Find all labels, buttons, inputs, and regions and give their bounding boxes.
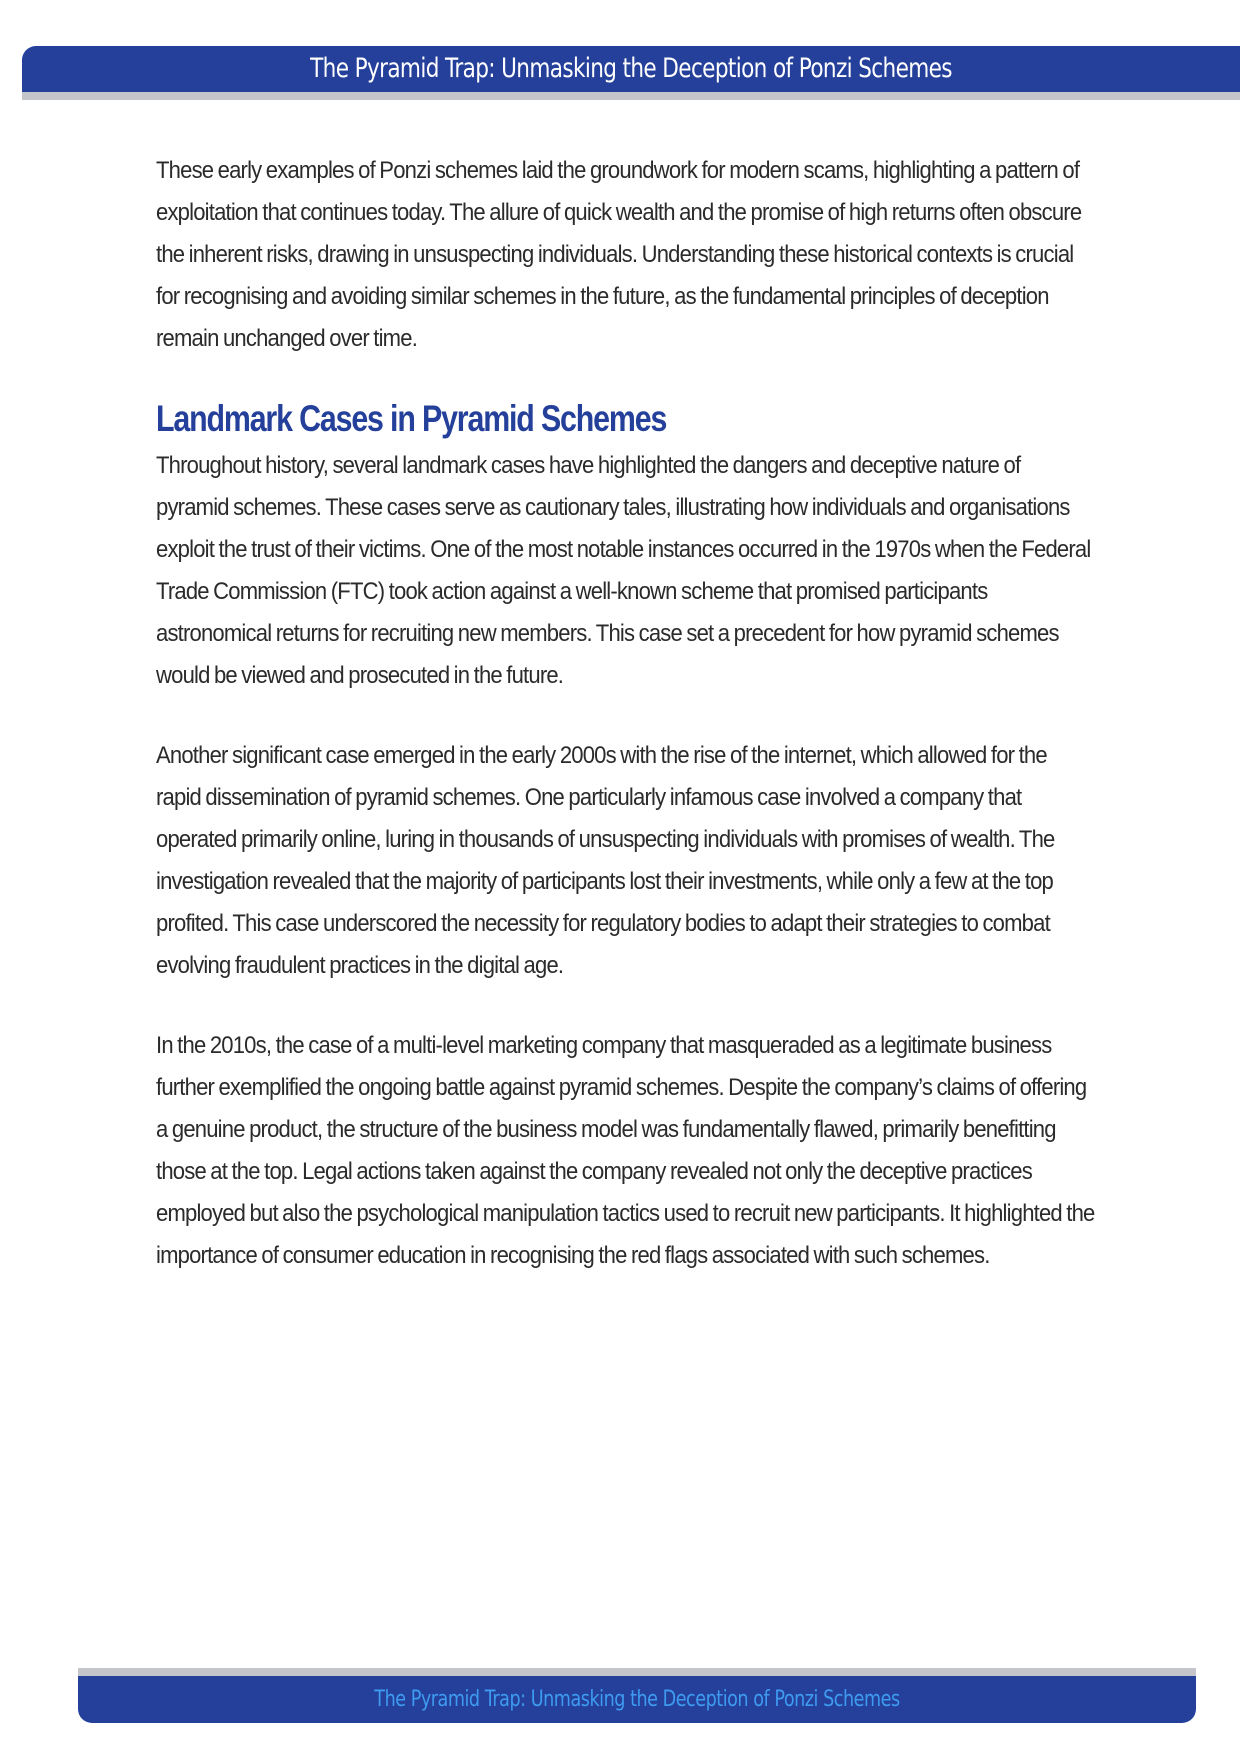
page-header xyxy=(22,46,1240,100)
header-title: The Pyramid Trap: Unmasking the Deception of Ponzi Schemes xyxy=(310,53,952,84)
section-paragraph-1: Throughout history, several landmark cases have highlighted the dangers and deceptive nature of pyramid schemes. These cases serve as cautionary tales, illustrating how individuals and organisations exploit the trust of their victims. One of the most notable instances occurred in the 1970s when the Federal Trade Commission (FTC) took action against a well-known scheme that promised participants astronomical returns for recruiting new members. This case set a precedent for how pyramid schemes would be viewed and prosecuted in the future. xyxy=(156,452,1091,689)
intro-paragraph: These early examples of Ponzi schemes laid the groundwork for modern scams, highlighting a pattern of exploitation that continues today. The allure of quick wealth and the promise of high returns often obscure the inherent risks, drawing in unsuspecting individuals. Understanding these historical contexts is crucial for recognising and avoiding similar schemes in the future, as the fundamental principles of deception remain unchanged over time. xyxy=(156,157,1082,352)
section-heading: Landmark Cases in Pyramid Schemes xyxy=(156,398,667,439)
section-paragraph-2: Another significant case emerged in the early 2000s with the rise of the internet, which allowed for the rapid dissemination of pyramid schemes. One particularly infamous case involved a company that operated primarily online, luring in thousands of unsuspecting individuals with promises of wealth. The investigation revealed that the majority of participants lost their investments, while only a few at the top profited. This case underscored the necessity for regulatory bodies to adapt their strategies to combat evolving fraudulent practices in the digital age. xyxy=(156,742,1055,979)
section-body xyxy=(156,445,1096,1277)
footer-title: The Pyramid Trap: Unmasking the Deception of Ponzi Schemes xyxy=(374,1687,900,1712)
page-content xyxy=(156,150,1096,1277)
page-footer xyxy=(78,1668,1196,1723)
section-paragraph-3: In the 2010s, the case of a multi-level marketing company that masqueraded as a legitimate business further exemplified the ongoing battle against pyramid schemes. Despite the company’s claims of offering a genuine product, the structure of the business model was fundamentally flawed, primarily benefitting those at the top. Legal actions taken against the company revealed not only the deceptive practices employed but also the psychological manipulation tactics used to recruit new participants. It highlighted the importance of consumer education in recognising the red flags associated with such schemes. xyxy=(156,1032,1095,1269)
